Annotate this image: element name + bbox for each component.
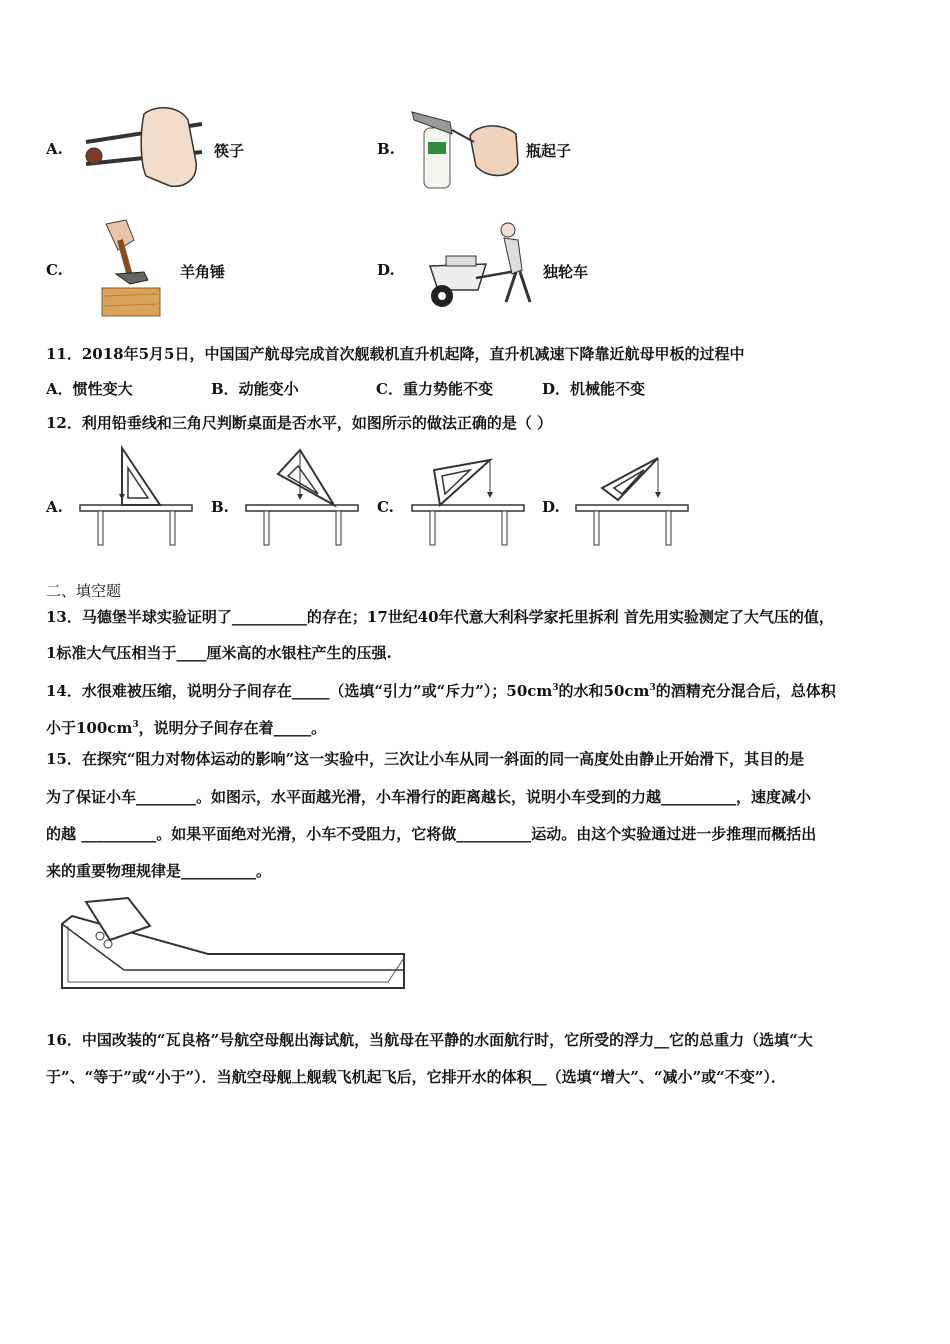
plumb-line-diagram-d (574, 444, 690, 548)
plumb-line-diagram-c (410, 444, 526, 548)
q12-option-d-letter: D. (542, 498, 560, 516)
q13-line2: 1标准大气压相当于____厘米高的水银柱产生的压强. (46, 644, 392, 662)
q11-option-a: A．惯性变大 (46, 380, 133, 398)
q14-line1: 14．水很难被压缩，说明分子间存在_____（选填“引力”或“斥力”）；$50cm^3$的水和$50cm^3$的酒精充分混合后，总体积 (46, 682, 836, 700)
q16-line1: 16．中国改装的“瓦良格”号航空母舰出海试航，当航母在平静的水面航行时，它所受的浮力__它的总重力（选填“大 (46, 1031, 813, 1049)
plumb-line-diagram-a (78, 444, 194, 548)
option-d-letter: D. (377, 261, 395, 279)
q12-option-a-letter: A. (46, 498, 63, 516)
option-b-text: 瓶起子 (526, 142, 572, 160)
q15-line1: 15．在探究“阻力对物体运动的影响”这一实验中，三次让小车从同一斜面的同一高度处由静止开始滑下，其目的是 (46, 750, 805, 768)
incline-cart-diagram (58, 896, 410, 992)
option-c-letter: C. (46, 261, 63, 279)
q16-line2: 于”、“等于”或“小于”）．当航空母舰上舰载飞机起飞后，它排开水的体积__（选填“增大”、“减小”或“不变”）． (46, 1068, 786, 1086)
section-title: 二、填空题 (46, 582, 122, 600)
q11-option-d: D．机械能不变 (542, 380, 646, 398)
q12-option-b-letter: B. (211, 498, 229, 516)
bottle-opener-illustration (410, 106, 522, 190)
q12-stem: 12．利用铅垂线和三角尺判断桌面是否水平，如图所示的做法正确的是（ ） (46, 414, 553, 432)
claw-hammer-illustration (100, 218, 164, 318)
q11-stem: 11．2018年5月5日，中国国产航母完成首次舰载机直升机起降，直升机减速下降靠近航母甲板的过程中 (46, 345, 745, 363)
q13-line1: 13．马德堡半球实验证明了__________的存在；17世纪40年代意大利科学家托里拆利 首先用实验测定了大气压的值， (46, 608, 834, 626)
option-a-text: 筷子 (214, 142, 245, 160)
wheelbarrow-illustration (426, 220, 538, 312)
option-b-letter: B. (377, 140, 395, 158)
q14-line2: 小于$100cm^3$，说明分子间存在着_____。 (46, 719, 327, 737)
q11-option-b: B．动能变小 (211, 380, 299, 398)
q11-option-c: C．重力势能不变 (376, 380, 493, 398)
q15-line3: 的越 __________。如果平面绝对光滑，小车不受阻力，它将做__________运动。由这个实验通过进一步推理而概括出 (46, 825, 817, 843)
option-d-text: 独轮车 (543, 263, 589, 281)
plumb-line-diagram-b (244, 444, 360, 548)
q15-line2: 为了保证小车________。如图示，水平面越光滑，小车滑行的距离越长，说明小车受到的力越__________，速度减小 (46, 788, 812, 806)
q12-option-c-letter: C. (377, 498, 394, 516)
q15-line4: 来的重要物理规律是__________。 (46, 862, 272, 880)
option-a-letter: A. (46, 140, 63, 158)
chopsticks-illustration (84, 102, 204, 190)
option-c-text: 羊角锤 (180, 263, 226, 281)
